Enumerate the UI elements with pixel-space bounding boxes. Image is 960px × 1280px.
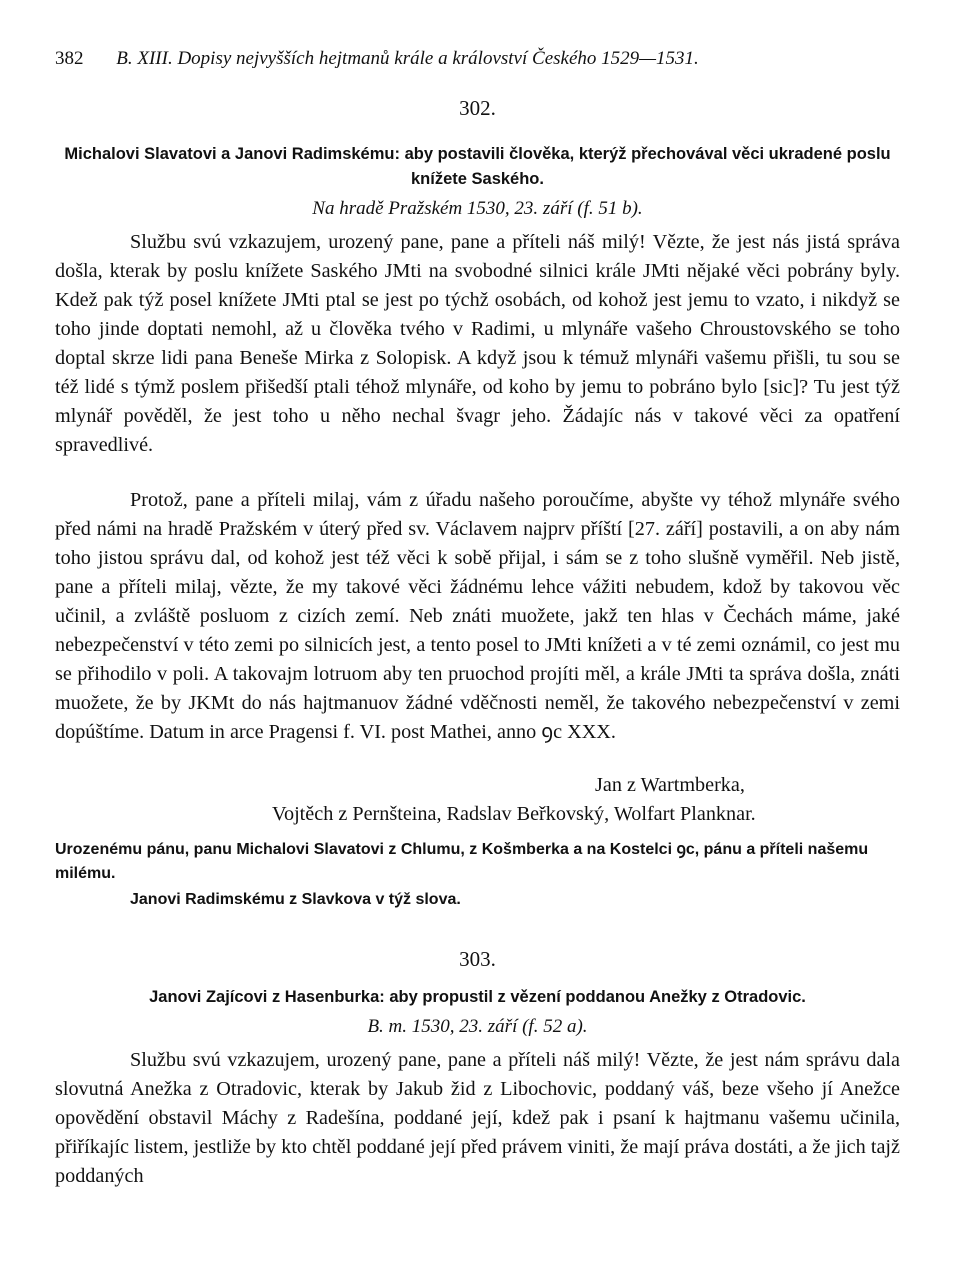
letter-number: 303. [459,947,496,971]
letter-date: B. m. 1530, 23. září (f. 52 a). [367,1016,588,1037]
letter-heading: Janovi Zajícovi z Hasenburka: aby propustil z vězení poddanou Anežky z Otradovic. [149,988,806,1006]
letter-paragraph: Službu svú vzkazujem, urozený pane, pane a příteli náš milý! Vězte, že jest nám správu dala slovutná Anežka z Otradovic, kterak by Jakub žid z Libochovic, poddaný váš, beze všeho jí Anežce opovědění obstavil Máchy z Radešína, poddané její, kdež pak i psaní k hajtmanu vašemu učinila, přiříkajíc listem, jestliže by kto chtěl poddané její před právem viniti, že mají práva dostáti, a že jich tajž poddaných [55,1049,900,1187]
signatories: Vojtěch z Pernšteina, Radslav Beřkovský, Wolfart Planknar. [272,803,756,825]
page-number: 382 [55,48,84,69]
running-title: B. XIII. Dopisy nejvyšších hejtmanů krále a království Českého 1529—1531. [116,48,699,69]
letter-date: Na hradě Pražském 1530, 23. září (f. 51 b). [312,198,643,219]
address-line: Janovi Radimskému z Slavkova v týž slova. [130,891,461,908]
letter-paragraph: Službu svú vzkazujem, urozený pane, pane a příteli náš milý! Vězte, že jest nás jistá správa došla, kterak by poslu knížete Saského JMti na svobodné silnici krále JMti nějaké věci pobrány byly. Kdež pak týž posel knížete JMti ptal se jest po týchž osobách, od kohož jest jemu to vzato, i nikdyž se toho jinde doptati nemohl, až u člověka tvého v Radimi, u mlynáře vašeho Chroustovského se toho doptal skrze lidi pana Beneše Mirka z Solopisk. A když jsou k témuž mlynáři vašemu přišli, tu sou se též lidé s týmž poslem přišedší ptali téhož mlynáře, od koho by jemu to pobráno bylo [sic]? Tu jest týž mlynář pověděl, že jest toho u něho nechal švagr jeho. Žádajíc nás v takové věci za opatření spravedlivé. [55,231,900,456]
letter-number: 302. [459,96,496,120]
signatory: Jan z Wartmberka, [595,774,745,796]
running-header [55,48,915,70]
letter-paragraph: Protož, pane a příteli milaj, vám z úřadu našeho poroučíme, abyšte vy téhož mlynáře svého před námi na hradě Pražském v úterý před sv. Václavem najprv příští [27. září] postavili, a on aby nám toho jistou správu dal, od kohož jest též věci k sobě přijal, i sám se z toho slušně vyměřil. Neb jistě, pane a příteli milaj, vězte, že my takové věci žádnému lehce vážiti nebudem, kdož by takovou věc učinil, a zvláště posluom z cizích zemí. Neb znáti muožete, jakž ten hlas v Čechách máme, jaké nebezpečenství v této zemi po silnicích jest, a tento posel to JMti knížeti a v té zemi oznámil, co jest mu se přihodilo v poli. A takovajm lotruom aby ten pruochod projíti měl, a krále JMti ta správa došla, znáti muožete, že by JKMt do nás hajtmanuov žádné vděčnosti neměl, že takového nebezpečenství v zemi dopúštíme. Datum in arce Pragensi f. VI. post Mathei, anno ꝯc XXX. [55,489,900,743]
letter-heading: Michalovi Slavatovi a Janovi Radimskému: aby postavili člověka, kterýž přechovával věci ukradené poslu knížete Saského. [64,145,891,188]
address-line: Urozenému pánu, panu Michalovi Slavatovi z Chlumu, z Košmberka a na Kostelci ꝯc, pánu a příteli našemu milému. [55,841,869,882]
